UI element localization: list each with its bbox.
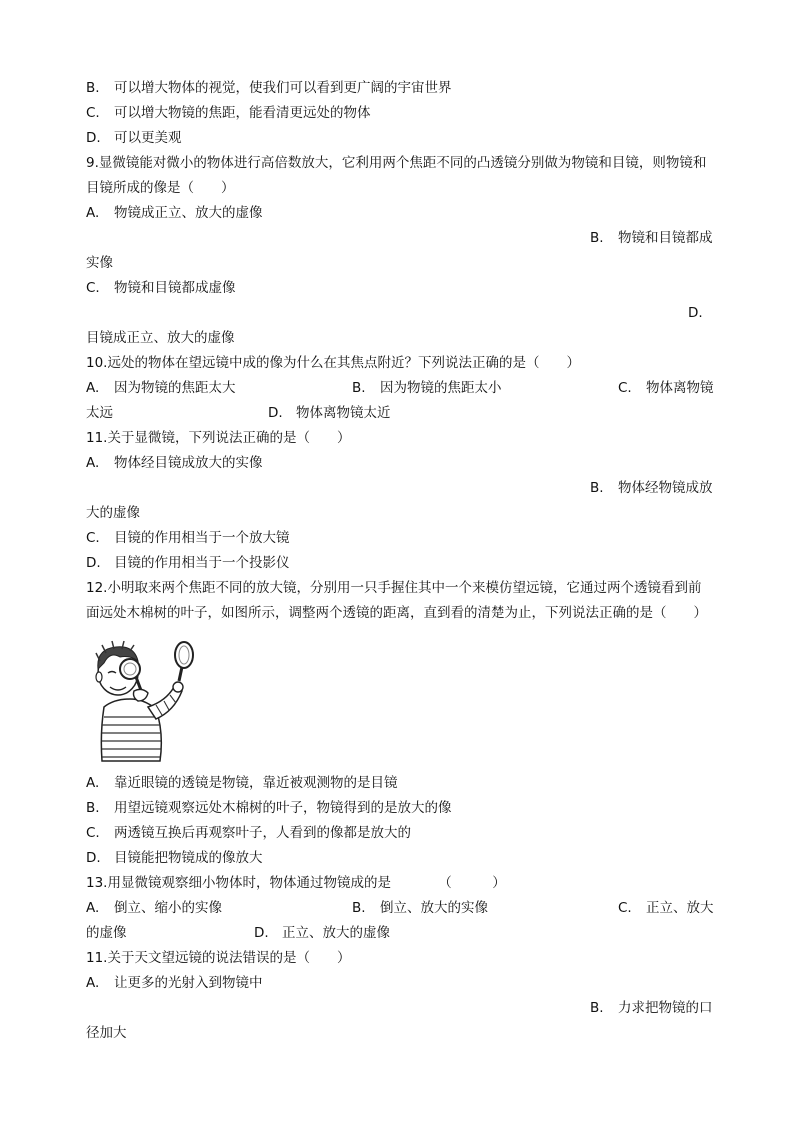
q10-option-d	[268, 404, 391, 422]
option-letter: C.	[618, 380, 632, 396]
q9-option-c	[86, 279, 236, 297]
q9-stem-line2: 目镜所成的像是（ ）	[86, 180, 235, 196]
q14-option-b	[590, 999, 713, 1017]
option-letter: B.	[352, 900, 366, 916]
option-text: 目镜的作用相当于一个放大镜	[114, 530, 290, 546]
option-letter: C.	[86, 530, 100, 546]
option-letter: B.	[352, 380, 366, 396]
option-text: 物镜和目镜都成虚像	[114, 280, 236, 296]
option-letter: D.	[86, 555, 101, 571]
q13-option-c	[618, 899, 714, 917]
option-text: 用望远镜观察远处木棉树的叶子，物镜得到的是放大的像	[114, 800, 452, 816]
option-text: 可以更美观	[114, 130, 182, 146]
option-letter: C.	[86, 280, 100, 296]
option-text: 因为物镜的焦距太大	[114, 380, 236, 396]
q12-stem-line2: 面远处木棉树的叶子，如图所示，调整两个透镜的距离，直到看的清楚为止，下列说法正确的是（ ）	[86, 605, 707, 621]
option-text: 物体离物镜太近	[296, 405, 391, 421]
option-text: 物镜成正立、放大的虚像	[114, 205, 263, 221]
option-text: 因为物镜的焦距太小	[380, 380, 502, 396]
q11-option-b	[590, 479, 713, 497]
q11-option-a	[86, 454, 263, 472]
q11-option-b-continued: 大的虚像	[86, 505, 140, 521]
option-letter: D.	[268, 405, 283, 421]
q10-option-a	[86, 379, 236, 397]
option-text: 两透镜互换后再观察叶子，人看到的像都是放大的	[114, 825, 411, 841]
q9-option-a	[86, 204, 263, 222]
option-letter: B.	[86, 800, 100, 816]
q8-option-c	[86, 104, 371, 122]
q9-option-d-letter: D.	[688, 305, 703, 321]
option-text: 物体经目镜成放大的实像	[114, 455, 263, 471]
q10-option-c-continued: 太远	[86, 405, 113, 421]
option-letter: C.	[86, 825, 100, 841]
q14-option-b-continued: 径加大	[86, 1025, 127, 1041]
q14-stem-line1: 11.关于天文望远镜的说法错误的是（ ）	[86, 950, 351, 966]
option-text: 力求把物镜的口	[618, 1000, 713, 1016]
option-text: 可以增大物镜的焦距，能看清更远处的物体	[114, 105, 371, 121]
q10-option-c	[618, 379, 714, 397]
q8-option-b	[86, 79, 452, 97]
option-letter: D.	[86, 850, 101, 866]
option-letter: A.	[86, 380, 100, 396]
option-text: 物体经物镜成放	[618, 480, 713, 496]
q13-option-b	[352, 899, 488, 917]
option-letter: C.	[86, 105, 100, 121]
option-text: 倒立、缩小的实像	[114, 900, 222, 916]
option-letter: A.	[86, 775, 100, 791]
option-letter: D.	[86, 130, 101, 146]
option-letter: B.	[590, 1000, 604, 1016]
option-text: 物镜和目镜都成	[618, 230, 713, 246]
q13-option-d	[254, 924, 390, 942]
option-letter: A.	[86, 900, 100, 916]
q11-option-c	[86, 529, 290, 547]
option-text: 目镜能把物镜成的像放大	[114, 850, 263, 866]
option-text: 倒立、放大的实像	[380, 900, 488, 916]
option-letter: B.	[590, 230, 604, 246]
option-text: 让更多的光射入到物镜中	[114, 975, 263, 991]
q13-option-c-continued: 的虚像	[86, 925, 127, 941]
q13-stem-line1: 13.用显微镜观察细小物体时，物体通过物镜成的是 （ ）	[86, 875, 506, 891]
q12-option-d	[86, 849, 263, 867]
q12-stem-line1: 12.小明取来两个焦距不同的放大镜，分别用一只手握住其中一个来模仿望远镜，它通过两个透镜看到前	[86, 580, 702, 596]
option-letter: A.	[86, 975, 100, 991]
boy-with-lenses-illustration	[86, 637, 204, 765]
q12-option-c	[86, 824, 411, 842]
q9-stem-line1: 9.显微镜能对微小的物体进行高倍数放大，它利用两个焦距不同的凸透镜分别做为物镜和目镜，则物镜和	[86, 155, 707, 171]
option-text: 目镜的作用相当于一个投影仪	[114, 555, 290, 571]
q9-option-b	[590, 229, 713, 247]
option-text: 物体离物镜	[646, 380, 714, 396]
q12-option-a	[86, 774, 398, 792]
option-letter: C.	[618, 900, 632, 916]
option-letter: B.	[590, 480, 604, 496]
option-letter: A.	[86, 205, 100, 221]
option-letter: D.	[254, 925, 269, 941]
option-text: 可以增大物体的视觉，使我们可以看到更广阔的宇宙世界	[114, 80, 452, 96]
q10-stem-line1: 10.远处的物体在望远镜中成的像为什么在其焦点附近？下列说法正确的是（ ）	[86, 355, 580, 371]
option-text: 靠近眼镜的透镜是物镜，靠近被观测物的是目镜	[114, 775, 398, 791]
q9-option-b-continued: 实像	[86, 255, 113, 271]
option-letter: B.	[86, 80, 100, 96]
q13-option-a	[86, 899, 222, 917]
option-text: 正立、放大	[646, 900, 714, 916]
option-letter: A.	[86, 455, 100, 471]
option-text: 正立、放大的虚像	[282, 925, 390, 941]
q8-option-d	[86, 129, 182, 147]
q12-option-b	[86, 799, 452, 817]
q10-option-b	[352, 379, 502, 397]
q14-option-a	[86, 974, 263, 992]
q11-option-d	[86, 554, 290, 572]
q11-stem-line1: 11.关于显微镜，下列说法正确的是（ ）	[86, 430, 351, 446]
q9-option-d-continued: 目镜成正立、放大的虚像	[86, 330, 235, 346]
